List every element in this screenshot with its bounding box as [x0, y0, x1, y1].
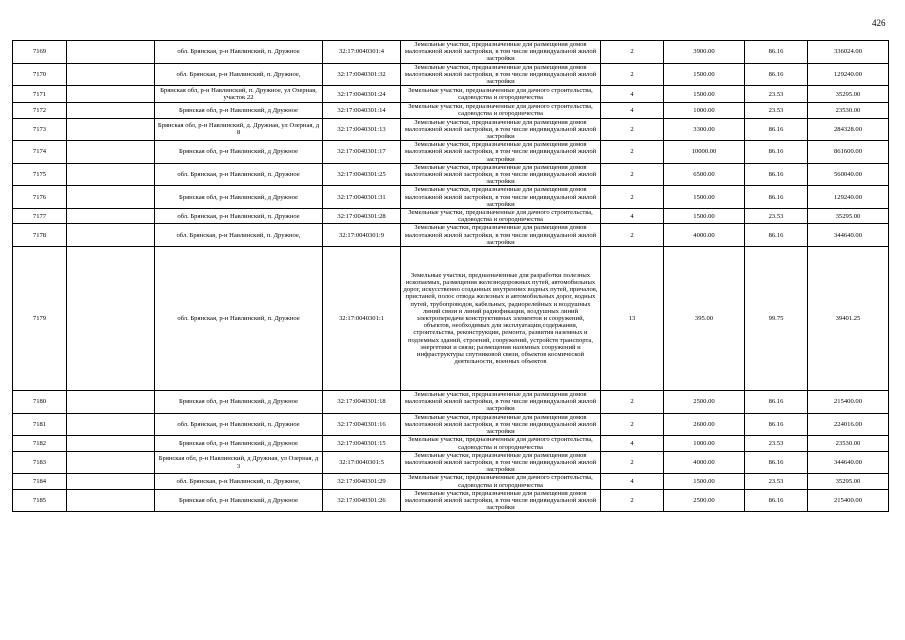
cadastral-value-cell: 35295.00	[808, 86, 889, 103]
row-number: 7169	[13, 41, 67, 64]
cadastral-value-cell: 39401.25	[808, 247, 889, 391]
row-number: 7179	[13, 247, 67, 391]
row-number: 7177	[13, 209, 67, 224]
rate-cell: 86.16	[745, 63, 808, 86]
spacer-cell	[67, 186, 155, 209]
rate-cell: 86.16	[745, 413, 808, 436]
land-use-cell: Земельные участки, предназначенные для дачного строительства, садоводства и огородничества	[401, 436, 601, 451]
cadastral-value-cell: 224016.00	[808, 413, 889, 436]
spacer-cell	[67, 103, 155, 118]
table-row	[13, 489, 889, 512]
address-cell: Брянская обл, р-н Навлинский, д Дружное	[155, 391, 323, 414]
address-cell: обл. Брянская, р-н Навлинский, п. Дружное	[155, 209, 323, 224]
category-cell: 2	[601, 391, 664, 414]
category-cell: 2	[601, 489, 664, 512]
cadastral-number-cell: 32:17:0040301:26	[323, 489, 401, 512]
land-use-cell: Земельные участки, предназначенные для размещения домов малоэтажной жилой застройки, в том числе индивидуальной жилой застройки	[401, 451, 601, 474]
category-cell: 2	[601, 63, 664, 86]
area-cell: 2600.00	[664, 413, 745, 436]
cadastral-number-cell: 32:17:0040301:14	[323, 103, 401, 118]
table-row	[13, 451, 889, 474]
cadastral-number-cell: 32:17:0040301:29	[323, 474, 401, 489]
rate-cell: 86.16	[745, 118, 808, 141]
rate-cell: 86.16	[745, 489, 808, 512]
row-number: 7181	[13, 413, 67, 436]
cadastral-value-cell: 560040.00	[808, 163, 889, 186]
category-cell: 2	[601, 141, 664, 164]
land-use-cell: Земельные участки, предназначенные для размещения домов малоэтажной жилой застройки, в том числе индивидуальной жилой застройки	[401, 63, 601, 86]
area-cell: 1500.00	[664, 86, 745, 103]
rate-cell: 86.16	[745, 224, 808, 247]
land-use-cell: Земельные участки, предназначенные для размещения домов малоэтажной жилой застройки, в том числе индивидуальной жилой застройки	[401, 391, 601, 414]
cadastral-number-cell: 32:17:0040301:4	[323, 41, 401, 64]
area-cell: 1000.00	[664, 103, 745, 118]
cadastral-value-cell: 129240.00	[808, 186, 889, 209]
land-use-cell: Земельные участки, предназначенные для размещения домов малоэтажной жилой застройки, в том числе индивидуальной жилой застройки	[401, 163, 601, 186]
row-number: 7174	[13, 141, 67, 164]
spacer-cell	[67, 474, 155, 489]
rate-cell: 99.75	[745, 247, 808, 391]
table-row	[13, 141, 889, 164]
area-cell: 1500.00	[664, 474, 745, 489]
rate-cell: 86.16	[745, 163, 808, 186]
row-number: 7172	[13, 103, 67, 118]
category-cell: 13	[601, 247, 664, 391]
cadastral-number-cell: 32:17:0040301:18	[323, 391, 401, 414]
land-use-cell: Земельные участки, предназначенные для дачного строительства, садоводства и огородничества	[401, 103, 601, 118]
land-use-cell: Земельные участки, предназначенные для размещения домов малоэтажной жилой застройки, в том числе индивидуальной жилой застройки	[401, 186, 601, 209]
rate-cell: 23.53	[745, 103, 808, 118]
spacer-cell	[67, 163, 155, 186]
row-number: 7176	[13, 186, 67, 209]
row-number: 7180	[13, 391, 67, 414]
row-number: 7171	[13, 86, 67, 103]
address-cell: обл. Брянская, р-н Навлинский, п. Дружное,	[155, 224, 323, 247]
row-number: 7178	[13, 224, 67, 247]
spacer-cell	[67, 436, 155, 451]
cadastral-value-cell: 344640.00	[808, 451, 889, 474]
table-row	[13, 436, 889, 451]
category-cell: 4	[601, 474, 664, 489]
category-cell: 2	[601, 224, 664, 247]
rate-cell: 86.16	[745, 41, 808, 64]
cadastral-number-cell: 32:17:0040301:31	[323, 186, 401, 209]
area-cell: 2500.00	[664, 391, 745, 414]
address-cell: обл. Брянская, р-н Навлинский, п. Дружное,	[155, 474, 323, 489]
area-cell: 395.00	[664, 247, 745, 391]
area-cell: 10000.00	[664, 141, 745, 164]
address-cell: Брянская обл, р-н Навлинский, п. Дружное, ул Озерная, участок 22	[155, 86, 323, 103]
category-cell: 2	[601, 451, 664, 474]
category-cell: 2	[601, 163, 664, 186]
table-row	[13, 103, 889, 118]
rate-cell: 23.53	[745, 209, 808, 224]
land-use-cell: Земельные участки, предназначенные для дачного строительства, садоводства и огородничества	[401, 474, 601, 489]
spacer-cell	[67, 224, 155, 247]
cadastral-number-cell: 32:17:0040301:1	[323, 247, 401, 391]
area-cell: 4000.00	[664, 224, 745, 247]
cadastral-number-cell: 32:17:0040301:24	[323, 86, 401, 103]
area-cell: 2500.00	[664, 489, 745, 512]
spacer-cell	[67, 209, 155, 224]
rate-cell: 86.16	[745, 141, 808, 164]
cadastral-value-cell: 23530.00	[808, 103, 889, 118]
cadastral-number-cell: 32:17:0040301:15	[323, 436, 401, 451]
row-number: 7173	[13, 118, 67, 141]
land-use-cell: Земельные участки, предназначенные для размещения домов малоэтажной жилой застройки, в том числе индивидуальной жилой застройки	[401, 413, 601, 436]
address-cell: Брянская обл, р-н Навлинский, д Дружное	[155, 436, 323, 451]
table-row	[13, 474, 889, 489]
table-row	[13, 391, 889, 414]
cadastral-number-cell: 32:17:0040301:5	[323, 451, 401, 474]
address-cell: Брянская обл, р-н Навлинский, д Дружная, ул Озерная, д 3	[155, 451, 323, 474]
address-cell: Брянская обл, р-н Навлинский, д Дружное	[155, 103, 323, 118]
spacer-cell	[67, 391, 155, 414]
spacer-cell	[67, 413, 155, 436]
spacer-cell	[67, 86, 155, 103]
area-cell: 6500.00	[664, 163, 745, 186]
cadastral-value-cell: 344640.00	[808, 224, 889, 247]
rate-cell: 23.53	[745, 436, 808, 451]
area-cell: 3300.00	[664, 118, 745, 141]
row-number: 7182	[13, 436, 67, 451]
spacer-cell	[67, 247, 155, 391]
cadastral-number-cell: 32:17:0040301:13	[323, 118, 401, 141]
row-number: 7183	[13, 451, 67, 474]
rate-cell: 23.53	[745, 86, 808, 103]
area-cell: 1500.00	[664, 186, 745, 209]
cadastral-number-cell: 32:17:0040301:32	[323, 63, 401, 86]
spacer-cell	[67, 41, 155, 64]
category-cell: 2	[601, 118, 664, 141]
table-row	[13, 63, 889, 86]
area-cell: 4000.00	[664, 451, 745, 474]
area-cell: 1500.00	[664, 209, 745, 224]
cadastral-number-cell: 32:17:0040301:28	[323, 209, 401, 224]
area-cell: 1500.00	[664, 63, 745, 86]
spacer-cell	[67, 63, 155, 86]
address-cell: обл. Брянская, р-н Навлинский, п. Дружное,	[155, 63, 323, 86]
category-cell: 4	[601, 103, 664, 118]
table-row	[13, 247, 889, 391]
land-use-cell: Земельные участки, предназначенные для размещения домов малоэтажной жилой застройки, в том числе индивидуальной жилой застройки	[401, 41, 601, 64]
row-number: 7185	[13, 489, 67, 512]
address-cell: Брянская обл, р-н Навлинский, д Дружное	[155, 141, 323, 164]
table-row	[13, 163, 889, 186]
area-cell: 1000.00	[664, 436, 745, 451]
table-row	[13, 224, 889, 247]
row-number: 7184	[13, 474, 67, 489]
rate-cell: 86.16	[745, 186, 808, 209]
cadastral-value-cell: 284328.00	[808, 118, 889, 141]
area-cell: 3900.00	[664, 41, 745, 64]
cadastral-number-cell: 32:17:0040301:25	[323, 163, 401, 186]
category-cell: 2	[601, 41, 664, 64]
cadastral-number-cell: 32:17:0040301:17	[323, 141, 401, 164]
address-cell: обл. Брянская, р-н Навлинский, п. Дружное	[155, 247, 323, 391]
row-number: 7175	[13, 163, 67, 186]
land-use-cell: Земельные участки, предназначенные для размещения домов малоэтажной жилой застройки, в том числе индивидуальной жилой застройки	[401, 141, 601, 164]
cadastral-value-cell: 23530.00	[808, 436, 889, 451]
table-row	[13, 209, 889, 224]
page-number: 426	[872, 18, 886, 28]
land-use-cell: Земельные участки, предназначенные для размещения домов малоэтажной жилой застройки, в том числе индивидуальной жилой застройки	[401, 489, 601, 512]
address-cell: обл. Брянская, р-н Навлинский, п. Дружное	[155, 413, 323, 436]
table-row	[13, 118, 889, 141]
cadastral-value-cell: 35295.00	[808, 209, 889, 224]
address-cell: Брянская обл, р-н Навлинский, д Дружное	[155, 489, 323, 512]
table-row	[13, 413, 889, 436]
land-use-cell: Земельные участки, предназначенные для дачного строительства, садоводства и огородничества	[401, 209, 601, 224]
cadastral-value-cell: 215400.00	[808, 391, 889, 414]
category-cell: 4	[601, 86, 664, 103]
land-use-cell: Земельные участки, предназначенные для дачного строительства, садоводства и огородничества	[401, 86, 601, 103]
cadastral-value-cell: 861600.00	[808, 141, 889, 164]
spacer-cell	[67, 118, 155, 141]
land-use-cell: Земельные участки, предназначенные для размещения домов малоэтажной жилой застройки, в том числе индивидуальной жилой застройки	[401, 118, 601, 141]
spacer-cell	[67, 141, 155, 164]
category-cell: 4	[601, 436, 664, 451]
cadastral-value-cell: 35295.00	[808, 474, 889, 489]
row-number: 7170	[13, 63, 67, 86]
cadastral-value-table	[12, 40, 889, 512]
rate-cell: 86.16	[745, 451, 808, 474]
table-row	[13, 86, 889, 103]
cadastral-value-cell: 129240.00	[808, 63, 889, 86]
spacer-cell	[67, 451, 155, 474]
category-cell: 2	[601, 413, 664, 436]
address-cell: Брянская обл, р-н Навлинский, д. Дружная, ул Озерная, д 8	[155, 118, 323, 141]
cadastral-value-cell: 336024.00	[808, 41, 889, 64]
cadastral-value-cell: 215400.00	[808, 489, 889, 512]
address-cell: обл. Брянская, р-н Навлинский, п. Дружное	[155, 41, 323, 64]
category-cell: 4	[601, 209, 664, 224]
table-row	[13, 186, 889, 209]
rate-cell: 23.53	[745, 474, 808, 489]
cadastral-number-cell: 32:17:0040301:9	[323, 224, 401, 247]
address-cell: Брянская обл, р-н Навлинский, д Дружное	[155, 186, 323, 209]
spacer-cell	[67, 489, 155, 512]
cadastral-number-cell: 32:17:0040301:16	[323, 413, 401, 436]
land-use-cell: Земельные участки, предназначенные для размещения домов малоэтажной жилой застройки, в том числе индивидуальной жилой застройки	[401, 224, 601, 247]
table-row	[13, 41, 889, 64]
category-cell: 2	[601, 186, 664, 209]
land-use-cell: Земельные участки, предназначенные для разработки полезных ископаемых, размещения железнодорожных путей, автомобильных дорог, искусственно созданных внутренних водных путей, причалов, пристаней, полос отвода железных и автомобильных дорог, водных путей, трубопроводов, кабельных, радиорелейных и воздушных линий связи и линий радиофикации, воздушных линий электропередачи конструктивных элементов и сооружений, объектов, необходимых для эксплуатации,содержания, строительства, реконструкции, ремонта, развития наземных и подземных зданий, строений, сооружений, устройств транспорта, энергетики и связи; размещения наземных сооружений и инфраструктуры спутниковой связи, объектов космической деятельности, военных объектов	[401, 247, 601, 391]
address-cell: обл. Брянская, р-н Навлинский, п. Дружное	[155, 163, 323, 186]
rate-cell: 86.16	[745, 391, 808, 414]
table-body	[13, 41, 889, 512]
